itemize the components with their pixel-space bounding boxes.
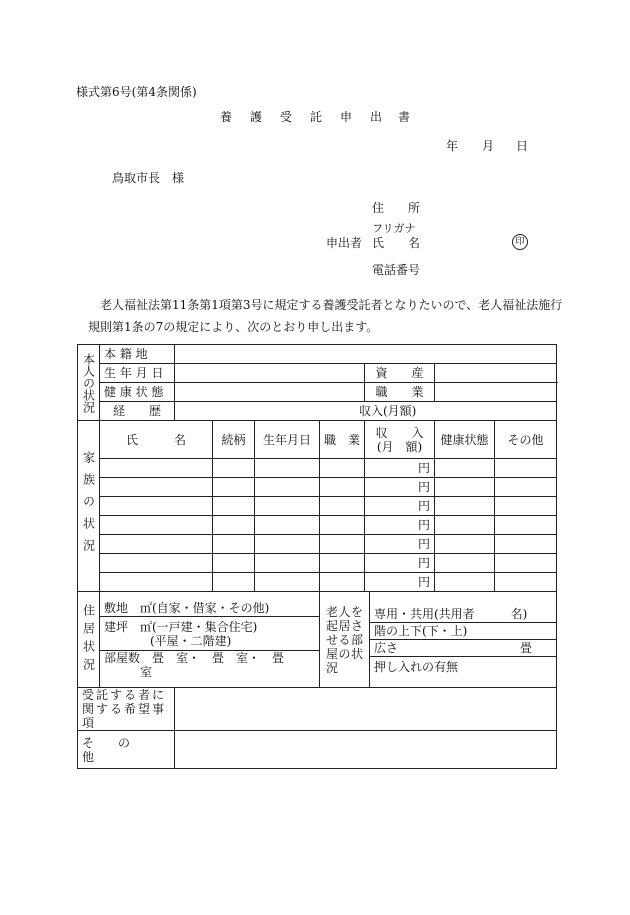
family-relation-cell[interactable] [213,478,255,497]
family-row [78,554,557,573]
family-relation-header: 続柄 [213,421,255,459]
self-section-text: 本人の状況 [81,352,96,413]
wishes-label-line2: 関する希望事項 [82,702,167,730]
wishes-label-line1: 受託する者に [82,688,167,702]
room-size-field[interactable] [370,639,556,656]
title-char: 申 [340,110,353,124]
furigana-label: フリガナ [372,222,416,235]
addressee: 鳥取市長 様 [112,171,185,185]
row-wishes [78,688,557,731]
family-income-header-line1: 収 入 [375,425,424,440]
row-family-header [78,421,557,459]
family-job-cell[interactable] [320,516,365,535]
family-other-cell[interactable] [495,459,557,478]
family-health-cell[interactable] [435,459,495,478]
floor-field[interactable] [100,617,319,651]
family-job-cell[interactable] [320,535,365,554]
family-income-cell[interactable]: 円 [365,554,435,573]
family-income-cell[interactable]: 円 [365,497,435,516]
site-field[interactable]: 敷地 ㎡(自家・借家・その他) [100,600,319,617]
family-section-text: 家族の状況 [81,451,96,561]
wishes-value[interactable] [175,688,557,731]
family-birth-cell[interactable] [255,573,320,592]
family-health-cell[interactable] [435,554,495,573]
body-text-line2: 規則第1条の7の規定により、次のとおり申し出ます。 [88,320,379,334]
other-label: そ の 他 [78,731,175,769]
family-name-cell[interactable] [100,459,213,478]
phone-label: 電話番号 [372,263,421,277]
body-text-line1: 老人福祉法第11条第1項第3号に規定する養護受託者となりたいので、老人福祉法施行 [100,298,563,312]
family-income-header-line2: (月 額) [376,439,423,454]
family-relation-cell[interactable] [213,573,255,592]
family-job-cell[interactable] [320,459,365,478]
title-char: 養 [220,110,233,124]
family-other-cell[interactable] [495,554,557,573]
elder-room-inner-table [370,605,556,674]
family-relation-cell[interactable] [213,459,255,478]
family-row [78,573,557,592]
room-size-label: 広さ [374,640,399,655]
date-year: 年 [446,139,459,153]
housing-section-label [78,592,100,688]
row-birth [78,364,557,383]
housing-details [100,592,320,688]
family-row [78,497,557,516]
family-relation-cell[interactable] [213,516,255,535]
self-section-label [78,345,100,421]
address-label: 住 所 [372,201,421,215]
elder-room-label: 老人を起居させる部屋の状況 [320,592,370,688]
family-health-header: 健康状態 [435,421,495,459]
rooms-field[interactable] [100,651,319,680]
family-other-cell[interactable] [495,516,557,535]
history-label: 経 歴 [100,402,175,421]
family-name-cell[interactable] [100,573,213,592]
history-value[interactable] [175,402,557,421]
family-job-cell[interactable] [320,497,365,516]
row-health [78,383,557,402]
housing-section-text: 住居状況 [81,603,96,676]
assets-label: 資 産 [365,364,435,383]
honseki-label: 本 籍 地 [100,345,175,364]
income-label: 収入(月額) [359,404,417,418]
rooms-line2: 室 [140,665,153,680]
title-char: 受 [280,110,293,124]
room-use-field[interactable]: 専用・共用(共用者 名) [370,605,556,622]
date-day: 日 [516,139,529,153]
family-row [78,478,557,497]
family-relation-cell[interactable] [213,497,255,516]
family-relation-cell[interactable] [213,535,255,554]
family-income-cell[interactable]: 円 [365,573,435,592]
title-char: 護 [250,110,263,124]
assets-value[interactable] [435,364,557,383]
family-health-cell[interactable] [435,573,495,592]
birth-label: 生 年 月 日 [100,364,175,383]
family-job-header: 職 業 [320,421,365,459]
birth-value[interactable] [175,364,365,383]
family-job-cell[interactable] [320,573,365,592]
family-health-cell[interactable] [435,516,495,535]
family-income-header [365,421,435,459]
housing-inner-table [100,600,319,680]
family-name-cell[interactable] [100,516,213,535]
family-health-cell[interactable] [435,497,495,516]
title-char: 出 [370,110,383,124]
family-job-cell[interactable] [320,554,365,573]
rooms-line1: 部屋数 畳 室・ 畳 室・ 畳 [104,651,285,666]
family-income-cell[interactable]: 円 [365,459,435,478]
other-value[interactable] [175,731,557,769]
form-number: 様式第6号(第4条関係) [76,85,197,99]
family-health-cell[interactable] [435,535,495,554]
family-row [78,459,557,478]
family-job-cell[interactable] [320,478,365,497]
family-birth-cell[interactable] [255,478,320,497]
room-floor-field[interactable]: 階の上下(下・上) [370,622,556,639]
family-section-label [78,421,100,592]
room-size-unit: 畳 [519,640,532,655]
floor-line2: (平屋・二階建) [150,633,232,648]
family-birth-header: 生年月日 [255,421,320,459]
family-row [78,535,557,554]
family-birth-cell[interactable] [255,497,320,516]
room-closet-field[interactable]: 押し入れの有無 [374,659,459,674]
honseki-value[interactable] [175,345,557,364]
family-other-cell[interactable] [495,497,557,516]
family-health-cell[interactable] [435,478,495,497]
family-name-header: 氏 名 [100,421,213,459]
health-value[interactable] [175,383,365,402]
family-name-cell[interactable] [100,478,213,497]
row-history [78,402,557,421]
name-label: 氏 名 [372,236,421,250]
application-table [77,344,557,769]
job-label: 職 業 [365,383,435,402]
family-other-cell[interactable] [495,535,557,554]
family-name-cell[interactable] [100,497,213,516]
applicant-label: 申出者 [326,236,363,250]
job-value[interactable] [435,383,557,402]
family-other-header: その他 [495,421,557,459]
family-other-cell[interactable] [495,478,557,497]
family-income-cell[interactable]: 円 [365,516,435,535]
title-char: 書 [398,110,411,124]
row-honseki [78,345,557,364]
elder-room-details [370,592,557,688]
family-relation-cell[interactable] [213,554,255,573]
health-label: 健 康 状 態 [100,383,175,402]
family-birth-cell[interactable] [255,516,320,535]
family-birth-cell[interactable] [255,459,320,478]
family-name-cell[interactable] [100,554,213,573]
date-month: 月 [482,139,495,153]
floor-line1: 建坪 ㎡(一戸建・集合住宅) [104,619,258,634]
row-housing [78,592,557,688]
family-name-cell[interactable] [100,535,213,554]
wishes-label [78,688,175,731]
family-birth-cell[interactable] [255,535,320,554]
seal-icon: 印 [512,234,528,250]
family-income-cell[interactable]: 円 [365,478,435,497]
family-birth-cell[interactable] [255,554,320,573]
family-row [78,516,557,535]
family-other-cell[interactable] [495,573,557,592]
title-char: 託 [310,110,323,124]
row-other [78,731,557,769]
family-income-cell[interactable]: 円 [365,535,435,554]
